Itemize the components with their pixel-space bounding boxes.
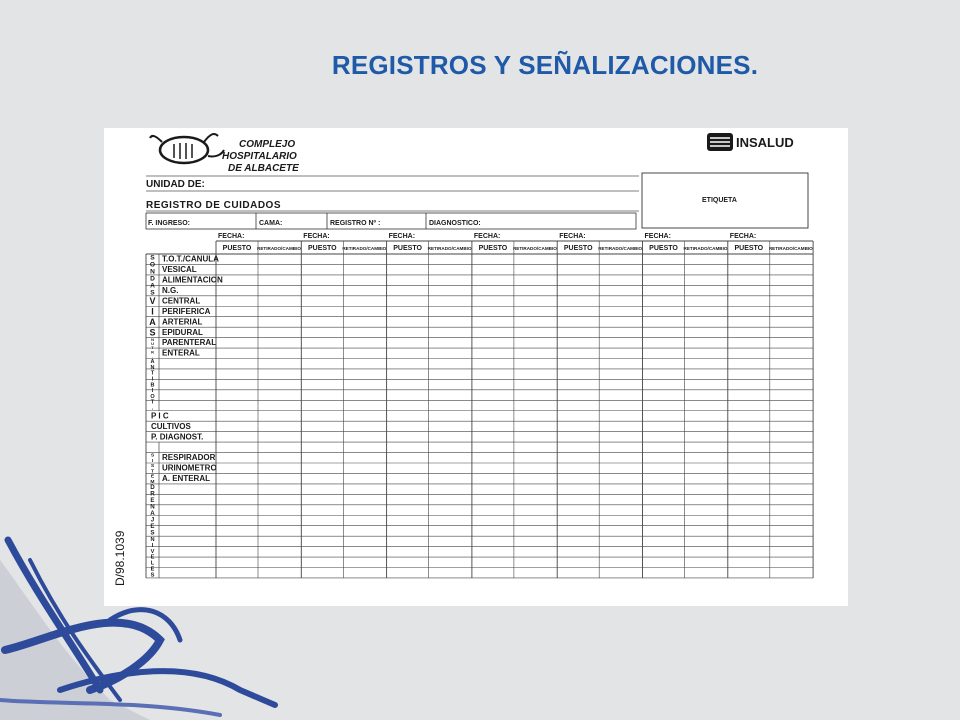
group-letter: T bbox=[151, 345, 154, 351]
group-letter: N bbox=[150, 364, 155, 371]
group-letter: B bbox=[150, 382, 155, 389]
puesto-header: PUESTO bbox=[393, 245, 422, 252]
fecha-label: FECHA: bbox=[303, 233, 330, 240]
row-label: P. DIAGNOST. bbox=[151, 432, 204, 442]
field-f-ingreso: F. INGRESO: bbox=[148, 220, 191, 227]
hospital-name-line-1: COMPLEJO bbox=[239, 139, 296, 150]
group-letter: S bbox=[149, 327, 156, 338]
row-label: RESPIRADOR bbox=[162, 453, 216, 463]
fecha-label: FECHA: bbox=[729, 233, 757, 240]
insalud-brand: INSALUD bbox=[736, 135, 794, 150]
hospital-logo-icon bbox=[150, 134, 224, 163]
group-letter: S bbox=[150, 572, 155, 579]
group-letter: L bbox=[150, 560, 155, 567]
group-letter: I bbox=[151, 388, 154, 395]
group-letter: V bbox=[149, 295, 156, 306]
group-letter: E bbox=[150, 554, 155, 561]
registro-cuidados-heading: REGISTRO DE CUIDADOS bbox=[146, 200, 282, 211]
retirado-header: RETIRADO/CAMBIO bbox=[257, 246, 301, 251]
group-letter: A bbox=[150, 282, 155, 290]
group-letter: S bbox=[150, 254, 155, 262]
fecha-label: FECHA: bbox=[559, 233, 586, 240]
group-letter: E bbox=[150, 523, 155, 531]
row-label: P I C bbox=[151, 411, 169, 421]
insalud-logo-icon bbox=[707, 133, 733, 151]
group-letter: E bbox=[150, 474, 155, 480]
group-letter: E bbox=[150, 497, 155, 505]
etiqueta-label: ETIQUETA bbox=[702, 197, 737, 204]
group-letter: T bbox=[150, 399, 155, 406]
retirado-header: RETIRADO/CAMBIO bbox=[768, 246, 813, 251]
group-letter: S bbox=[150, 289, 155, 297]
group-letter: D bbox=[150, 483, 155, 491]
form-drawing bbox=[104, 128, 848, 606]
row-label: PERIFERICA bbox=[162, 306, 211, 316]
field-registro: REGISTRO Nº : bbox=[330, 220, 381, 227]
row-label: CULTIVOS bbox=[151, 421, 191, 431]
group-letter: S bbox=[150, 529, 155, 537]
puesto-header: PUESTO bbox=[307, 245, 337, 252]
row-label: VESICAL bbox=[162, 265, 197, 275]
group-letter: I bbox=[151, 458, 154, 464]
row-label: N.G. bbox=[162, 285, 179, 295]
row-label: ARTERIAL bbox=[162, 317, 203, 327]
field-cama: CAMA: bbox=[259, 220, 283, 227]
group-letter: A bbox=[150, 359, 155, 366]
care-grid bbox=[146, 233, 813, 579]
group-letter: T bbox=[150, 370, 155, 377]
group-letter: O bbox=[150, 393, 155, 400]
group-letter: V bbox=[150, 548, 155, 555]
group-letter: M bbox=[150, 479, 155, 485]
retirado-header: RETIRADO/CAMBIO bbox=[598, 246, 643, 251]
retirado-header: RETIRADO/CAMBIO bbox=[512, 246, 557, 251]
puesto-header: PUESTO bbox=[478, 245, 508, 252]
hospital-name-line-3: DE ALBACETE bbox=[228, 163, 299, 174]
form-code: D/98.1039 bbox=[113, 530, 127, 586]
group-letter: U bbox=[151, 341, 154, 347]
row-label: T.O.T./CANULA bbox=[162, 254, 219, 264]
group-letter: . bbox=[151, 405, 154, 412]
row-label: EPIDURAL bbox=[162, 327, 203, 337]
group-letter: A bbox=[150, 510, 155, 518]
group-letter: . bbox=[151, 353, 154, 359]
row-label: ALIMENTACION bbox=[162, 275, 223, 285]
puesto-header: PUESTO bbox=[563, 245, 593, 252]
hospital-name-line-2: HOSPITALARIO bbox=[222, 151, 297, 162]
group-letter: A bbox=[149, 316, 156, 327]
group-letter: S bbox=[150, 464, 155, 470]
group-letter: R bbox=[151, 349, 154, 355]
row-label: URINOMETRO bbox=[162, 463, 217, 473]
fecha-label: FECHA: bbox=[218, 233, 245, 240]
care-record-form bbox=[104, 128, 848, 606]
retirado-header: RETIRADO/CAMBIO bbox=[342, 246, 387, 251]
group-letter: S bbox=[150, 453, 155, 459]
retirado-header: RETIRADO/CAMBIO bbox=[683, 246, 728, 251]
slide-title: REGISTROS Y SEÑALIZACIONES. bbox=[331, 50, 759, 80]
group-letter: N bbox=[150, 536, 155, 543]
group-letter: N bbox=[150, 268, 155, 276]
group-letter: I bbox=[151, 376, 154, 383]
puesto-header: PUESTO bbox=[649, 245, 678, 252]
row-label: A. ENTERAL bbox=[162, 474, 210, 484]
row-label: CENTRAL bbox=[162, 296, 201, 306]
group-letter: D bbox=[150, 275, 155, 283]
field-diagnostico: DIAGNOSTICO: bbox=[429, 220, 481, 227]
group-letter: T bbox=[150, 469, 155, 475]
group-letter: J bbox=[150, 516, 155, 524]
fecha-label: FECHA: bbox=[473, 233, 501, 240]
group-letter: N bbox=[151, 336, 154, 342]
group-letter: I bbox=[151, 306, 154, 317]
group-letter: N bbox=[150, 503, 155, 511]
puesto-header: PUESTO bbox=[734, 245, 764, 252]
fecha-label: FECHA: bbox=[644, 233, 671, 240]
unidad-label: UNIDAD DE: bbox=[146, 179, 205, 190]
row-label: PARENTERAL bbox=[162, 338, 217, 348]
group-letter: R bbox=[150, 490, 155, 498]
retirado-header: RETIRADO/CAMBIO bbox=[427, 246, 472, 251]
group-letter: O bbox=[149, 261, 156, 269]
group-letter: E bbox=[150, 566, 155, 573]
puesto-header: PUESTO bbox=[222, 245, 252, 252]
row-label: ENTERAL bbox=[162, 348, 200, 358]
group-letter: I bbox=[151, 542, 154, 549]
fecha-label: FECHA: bbox=[388, 233, 416, 240]
